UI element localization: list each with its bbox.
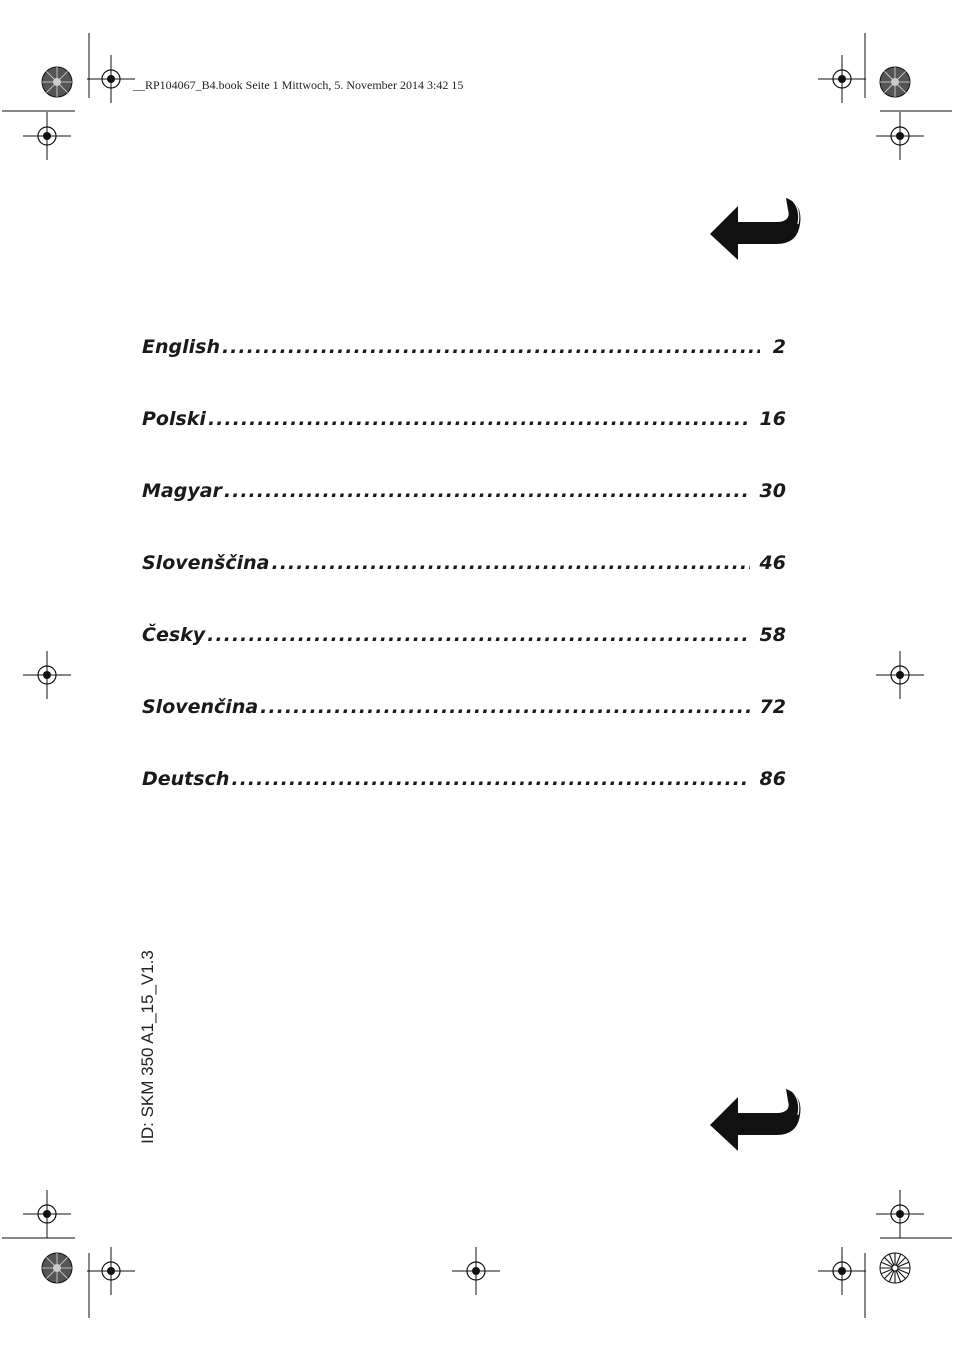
toc-page-number: 16 [759,408,786,430]
document-id: ID: SKM 350 A1_15_V1.3 [138,950,157,1144]
toc-entry-slovenscina[interactable] [142,552,786,624]
print-info-header: __RP104067_B4.book Seite 1 Mittwoch, 5. November 2014 3:42 15 [133,78,464,92]
toc-entry-slovencina[interactable] [142,696,786,768]
toc-label: English [142,336,220,358]
toc-label: Polski [142,408,206,430]
toc-entry-deutsch[interactable] [142,768,786,840]
toc-page-number: 30 [759,480,786,502]
dot-leader [222,336,760,358]
curved-return-arrow-icon [710,194,804,264]
dot-leader [231,768,749,790]
toc-label: Deutsch [142,768,230,790]
curved-return-arrow-icon [710,1085,804,1155]
toc-entry-magyar[interactable] [142,480,786,552]
toc-entry-polski[interactable] [142,408,786,480]
toc-page-number: 86 [759,768,786,790]
toc-page-number: 72 [759,696,786,718]
toc-label: Slovenčina [142,696,259,718]
toc-entry-english[interactable] [142,336,786,408]
dot-leader [260,696,749,718]
toc-page-number: 2 [772,336,786,358]
table-of-contents [142,336,786,840]
toc-page-number: 58 [759,624,786,646]
toc-page-number: 46 [759,552,786,574]
dot-leader [208,408,750,430]
dot-leader [271,552,749,574]
toc-label: Magyar [142,480,222,502]
toc-label: Česky [142,624,206,646]
dot-leader [207,624,749,646]
toc-label: Slovenščina [142,552,270,574]
dot-leader [224,480,750,502]
toc-entry-cesky[interactable] [142,624,786,696]
